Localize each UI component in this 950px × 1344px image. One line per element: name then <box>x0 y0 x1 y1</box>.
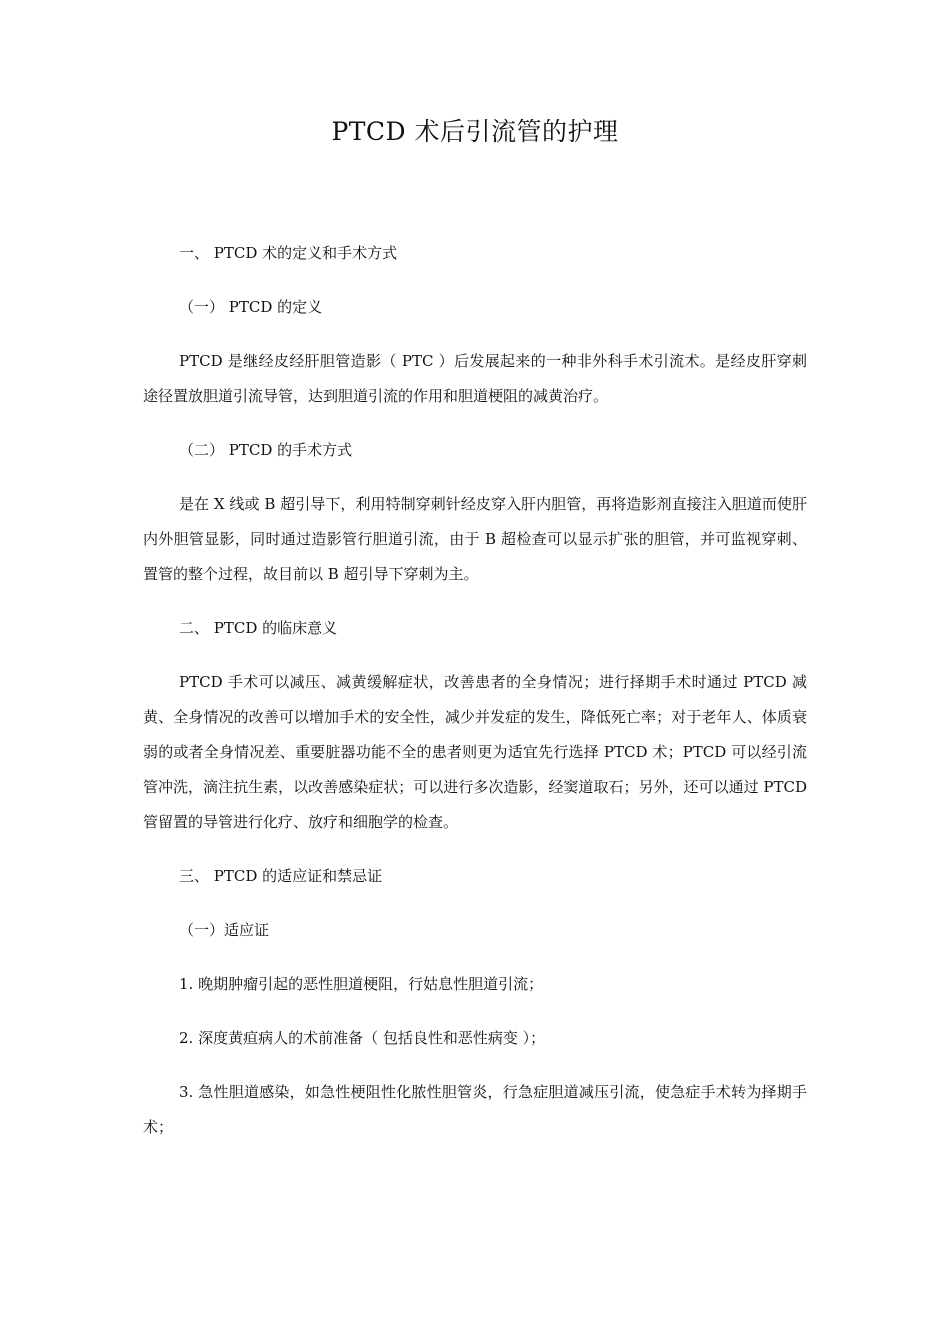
section-heading-2: 二、 PTCD 的临床意义 <box>179 619 338 637</box>
section-heading-1: 一、 PTCD 术的定义和手术方式 <box>179 244 398 262</box>
paragraph-method: 是在 X 线或 B 超引导下，利用特制穿刺针经皮穿入肝内胆管，再将造影剂直接注入胆道而使肝内外胆管显影，同时通过造影管行胆道引流，由于 B 超检查可以显示扩张的胆管，并可监视穿刺、置管的整个过程，故目前以 B 超引导下穿刺为主。 <box>143 495 807 583</box>
section-heading-3: 三、 PTCD 的适应证和禁忌证 <box>179 867 383 885</box>
list-item: 2. 深度黄疸病人的术前准备（ 包括良性和恶性病变 ）； <box>179 1029 546 1047</box>
document-body <box>143 236 807 1145</box>
paragraph-definition: PTCD 是继经皮经肝胆管造影（ PTC ）后发展起来的一种非外科手术引流术。是经皮肝穿刺途径置放胆道引流导管，达到胆道引流的作用和胆道梗阻的减黄治疗。 <box>143 352 807 405</box>
subsection-heading-definition: （一） PTCD 的定义 <box>179 298 323 316</box>
list-item: 1. 晚期肿瘤引起的恶性胆道梗阻，行姑息性胆道引流； <box>179 975 544 993</box>
paragraph-clinical-significance: PTCD 手术可以减压、减黄缓解症状，改善患者的全身情况；进行择期手术时通过 PTCD 减黄、全身情况的改善可以增加手术的安全性，减少并发症的发生，降低死亡率；对于老年人、体质衰弱的或者全身情况差、重要脏器功能不全的患者则更为适宜先行选择 PTCD 术；PTCD 可以经引流管冲洗，滴注抗生素，以改善感染症状；可以进行多次造影，经窦道取石；另外，还可以通过 PTCD 管留置的导管进行化疗、放疗和细胞学的检查。 <box>143 673 807 831</box>
subsection-heading-method: （二） PTCD 的手术方式 <box>179 441 353 459</box>
document-title: PTCD 术后引流管的护理 <box>331 117 619 146</box>
list-item: 3. 急性胆道感染，如急性梗阻性化脓性胆管炎，行急症胆道减压引流，使急症手术转为择期手术； <box>143 1083 807 1136</box>
subsection-heading-indications: （一）适应证 <box>179 921 270 939</box>
